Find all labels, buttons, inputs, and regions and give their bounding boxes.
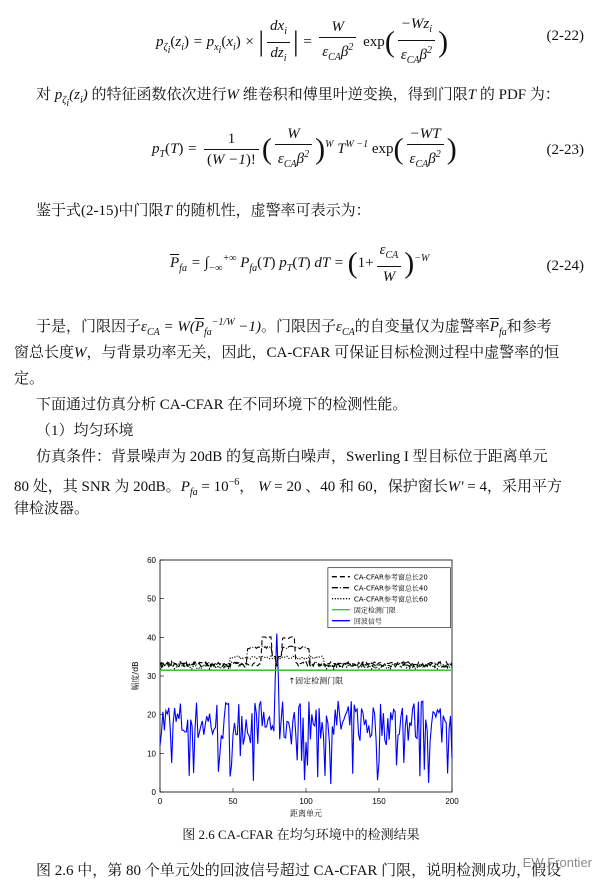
equation-number: (2-23) — [546, 142, 584, 158]
legend-label: CA-CFAR参考窗总长20 — [353, 573, 428, 582]
paragraph-sim-conditions-2: 80 处，其 SNR 为 20dB。$P_{fa} = 10^{-6}$， W = 20 、40 和 60，保护窗长W′ = 4，采用平方 — [14, 477, 563, 498]
equation-2-23: $p_T(T)$ = $\frac{1}{(W -1)!}$ ( $\frac{W}{\varepsilon_{CA}\beta^2}$ )$^W$ $T^{W -1}$ exp( $\frac{-WT}{\varepsilon_{CA}\beta^2}$ ) (2-23) — [152, 126, 584, 170]
paragraph-threshold-factor: 于是，门限因子$\varepsilon_{CA} = W(\overline{P}_{fa}^{-1/W} -1)$。门限因子$\varepsilon_{CA}$的自变量仅为虚警率$\overline{P}_{fa}$和参考 — [36, 317, 552, 338]
x-axis-label: 距离单元 — [290, 809, 322, 818]
y-tick-label: 0 — [151, 788, 156, 797]
legend-label: CA-CFAR参考窗总长60 — [353, 595, 428, 604]
detection-result-chart — [128, 550, 468, 840]
paragraph-intro-sim: 下面通过仿真分析 CA-CFAR 在不同环境下的检测性能。 — [36, 397, 408, 413]
equation-2-22: $p_{\zeta_i}(z_i) = p_{x_i}(x_i)$ × | $\frac{dx_i}{dz_i}$ | = $\frac{W}{\varepsilon_{CA}\beta^2}$ exp( $\frac{-Wz_i}{\varepsilon_{CA}\beta^2}$ ) (2-22) — [156, 16, 584, 66]
x-tick-label: 100 — [299, 797, 313, 806]
paragraph-pdf: 对 $p_{\zeta_i}(z_i)$ 的特征函数依次进行W 维卷积和傅里叶逆变换，得到门限T 的 PDF 为： — [36, 87, 560, 109]
y-axis-label: 幅度/dB — [131, 661, 140, 691]
x-tick-label: 200 — [445, 797, 459, 806]
paragraph-sim-conditions: 仿真条件：背景噪声为 20dB 的复高斯白噪声，Swerling I 型目标位于距离单元 — [36, 449, 548, 465]
paragraph-threshold-factor-3: 定。 — [14, 371, 45, 387]
y-tick-label: 60 — [147, 556, 156, 565]
equation-2-24: $\overline{P}_{fa} = \int_{-\infty}^{+\infty}$ $P_{fa}(T)$ $p_T(T)$ dT = (1+ $\frac{\varepsilon_{CA}}{W}$ )$^{-W}$ (2-24) — [170, 242, 584, 285]
y-tick-label: 30 — [147, 672, 156, 681]
equation-number: (2-22) — [546, 28, 584, 44]
paragraph-pfa: 鉴于式(2-15)中门限T 的随机性，虚警率可表示为： — [36, 203, 371, 219]
y-tick-label: 50 — [147, 594, 156, 604]
y-tick-label: 40 — [147, 633, 156, 643]
y-tick-label: 10 — [147, 749, 156, 759]
y-tick-label: 20 — [147, 710, 156, 720]
figure-caption: 图 2.6 CA-CFAR 在均匀环境中的检测结果 — [182, 827, 420, 842]
legend-label: CA-CFAR参考窗总长40 — [353, 584, 428, 593]
legend-label: 固定检测门限 — [353, 606, 396, 615]
equation-number: (2-24) — [546, 258, 584, 274]
paragraph-figure-discussion: 图 2.6 中，第 80 个单元处的回波信号超过 CA-CFAR 门限，说明检测成功，假设 — [36, 863, 562, 879]
watermark: EW Frontier — [522, 855, 592, 870]
x-tick-label: 150 — [372, 797, 386, 806]
x-tick-label: 0 — [157, 797, 163, 806]
threshold-annotation: ↑固定检测门限 — [288, 676, 344, 686]
paragraph-threshold-factor-2: 窗总长度W，与背景功率无关，因此，CA-CFAR 可保证目标检测过程中虚警率的恒 — [14, 345, 560, 361]
section-heading: （1）均匀环境 — [36, 423, 134, 439]
legend-label: 回波信号 — [353, 617, 382, 626]
x-tick-label: 50 — [228, 797, 238, 806]
paragraph-sim-conditions-3: 律检波器。 — [14, 501, 90, 517]
